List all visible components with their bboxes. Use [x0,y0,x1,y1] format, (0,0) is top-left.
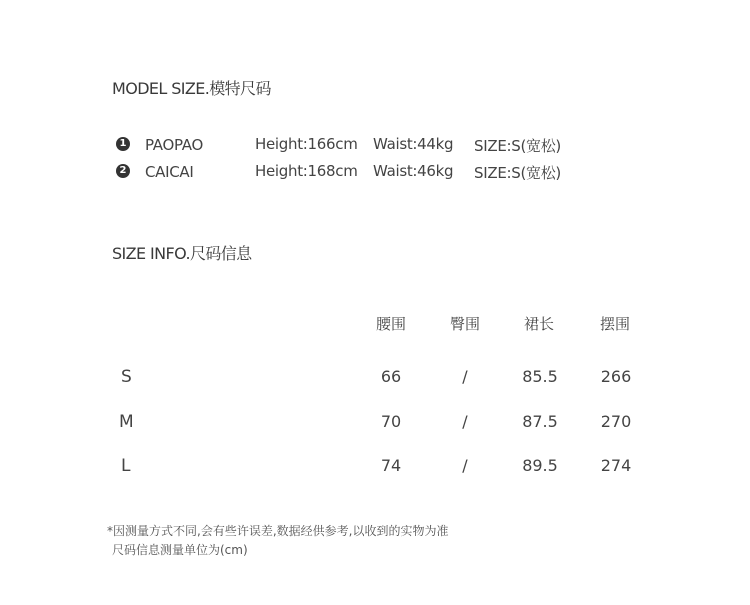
header-length: 裙长 [523,315,554,333]
header-waist: 腰围 [375,315,406,333]
model-waist-2: Waist:46kg [373,162,454,180]
model-height-2: Height:168cm [255,162,358,180]
model-size-1: SIZE:S(宽松) [474,137,561,155]
table-cell: / [462,412,468,431]
model-number-badge-1: 1 [116,137,130,151]
model-name-2: CAICAI [145,163,194,181]
size-label-l: L [121,456,131,476]
model-size-2: SIZE:S(宽松) [474,164,561,182]
measurement-note: *因测量方式不同,会有些许误差,数据经供参考,以收到的实物为准 [107,524,449,538]
table-cell: 89.5 [522,456,558,475]
size-label-s: S [121,367,132,387]
table-cell: / [462,456,468,475]
model-number-badge-2: 2 [116,164,130,178]
model-height-1: Height:166cm [255,135,358,153]
table-cell: 266 [600,367,632,386]
table-cell: / [462,367,468,386]
unit-note: 尺码信息测量单位为(cm) [112,543,248,557]
size-info-title: SIZE INFO.尺码信息 [112,244,252,263]
header-hem: 摆围 [599,315,630,333]
table-cell: 87.5 [522,412,558,431]
size-label-m: M [119,412,134,432]
table-cell: 274 [600,456,632,475]
table-cell: 270 [600,412,632,431]
model-name-1: PAOPAO [145,136,203,154]
model-size-title: MODEL SIZE.模特尺码 [112,79,271,98]
table-cell: 66 [380,367,402,386]
table-cell: 70 [380,412,402,431]
header-hip: 臀围 [449,315,480,333]
model-waist-1: Waist:44kg [373,135,454,153]
table-cell: 85.5 [522,367,558,386]
table-cell: 74 [380,456,402,475]
